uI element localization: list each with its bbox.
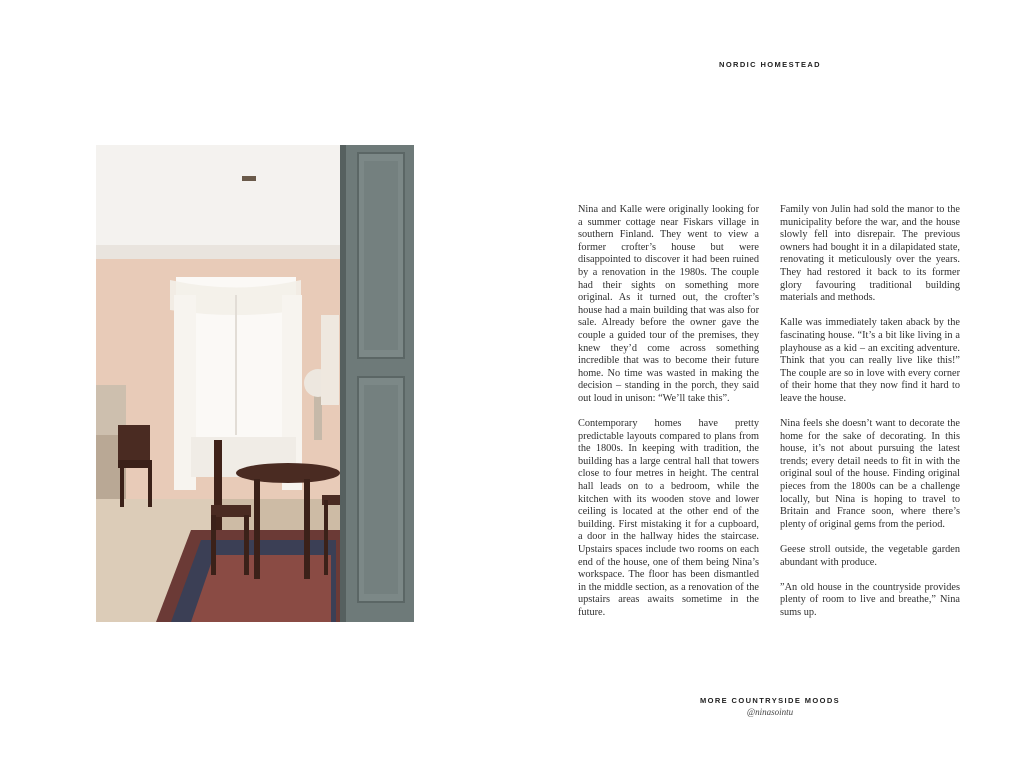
paragraph: Contemporary homes have pretty predictable layouts compared to plans from the 1800s. In keeping with tradition, the building has a large central hall that towers close to four metres in height. The central hall leads on to a bedroom, while the kitchen with its wooden stove and lower ceiling is located at the other end of the building. First mistaking it for a cupboard, a door in the hallway hides the staircase. Upstairs spaces include two rooms on each end of the house, one of them being Nina’s workspace. The floor has been dismantled in the middle section, as a renovation of the upstairs areas awaits sometime in the future. [578, 418, 759, 618]
paragraph: Nina and Kalle were originally looking for a summer cottage near Fiskars village in southern Finland. They went to view a former crofter’s house but were disappointed to discover it had been ruined by a renovation in the 1980s. The couple had their sights on something more original. As it turned out, the crofter’s house had a main building that was also for sale. Already before the owner gave the couple a guided tour of the premises, they knew they’d come across something incredible that was to become their future home. No time was wasted in making the decision – standing in the porch, they said out loud in unison: “We’ll take this”. [578, 204, 759, 404]
article-column-right [780, 204, 960, 632]
article-column-left [578, 204, 759, 632]
paragraph: ”An old house in the countryside provides plenty of room to live and breathe,” Nina sums up. [780, 581, 960, 618]
footer-title: MORE COUNTRYSIDE MOODS [699, 696, 841, 705]
paragraph: Nina feels she doesn’t want to decorate the home for the sake of decorating. In this house, it’s not about pursuing the latest trends; every detail needs to fit in with the original soul of the house. Finding original pieces from the 1800s can be a challenge locally, but Nina is hoping to travel to Britain and France soon, where there’s plenty of original gems from the period. [780, 418, 960, 530]
paragraph: Family von Julin had sold the manor to the municipality before the war, and the house slowly fell into disrepair. The previous owners had bought it in a dilapidated state, renovating it meticulously over the years. They had restored it back to its former glory favouring traditional building materials and methods. [780, 204, 960, 304]
footer [640, 696, 900, 717]
interior-photo [96, 145, 414, 622]
paragraph: Geese stroll outside, the vegetable garden abundant with produce. [780, 544, 960, 568]
social-handle: @ninasointu [746, 707, 794, 717]
section-header: NORDIC HOMESTEAD [719, 60, 821, 69]
paragraph: Kalle was immediately taken aback by the fascinating house. “It’s a bit like living in a playhouse as a kid – an exciting adventure. Think that you can really live like this!” The couple are so in love with every corner of their home that they now find it hard to leave the house. [780, 317, 960, 404]
